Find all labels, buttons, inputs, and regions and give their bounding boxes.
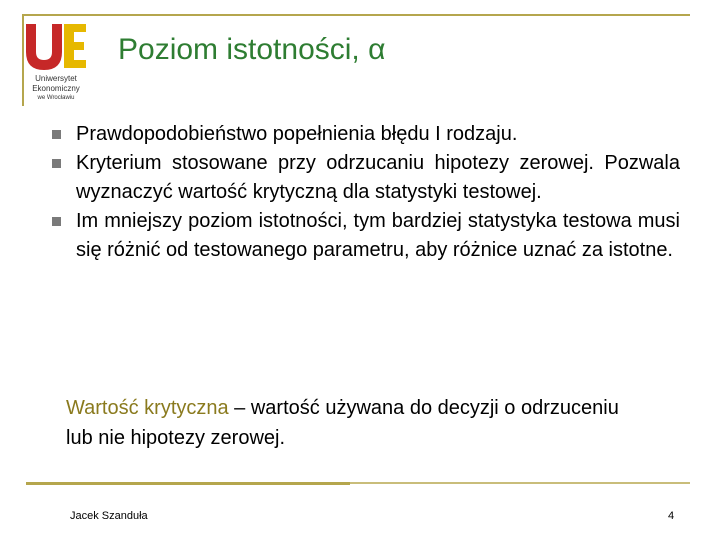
square-bullet-icon (52, 159, 61, 168)
definition-note (66, 393, 626, 453)
logo-line-3: we Wrocławiu (37, 95, 75, 101)
page-number: 4 (668, 510, 675, 522)
bullet-item-2 (48, 149, 680, 207)
definition-text: – wartość używana do decyzji o odrzuceniu lub nie hipotezy zerowej. (66, 397, 619, 449)
bullet-text-2: Kryterium stosowane przy odrzucaniu hipotezy zerowej. Pozwala wyznaczyć wartość krytyczną dla statystyki testowej. (76, 152, 680, 203)
bullet-item-3 (48, 207, 680, 265)
bottom-rule-accent (26, 482, 350, 485)
university-logo (20, 18, 92, 106)
square-bullet-icon (52, 130, 61, 139)
definition-term: Wartość krytyczna (66, 397, 229, 419)
bullet-text-1: Prawdopodobieństwo popełnienia błędu I rodzaju. (76, 123, 518, 145)
bullet-list (48, 120, 680, 265)
slide-title: Poziom istotności, α (118, 33, 386, 66)
logo-caption (20, 74, 92, 102)
ue-logo-icon (20, 18, 92, 74)
logo-line-2: Ekonomiczny (32, 84, 80, 93)
top-rule (22, 14, 690, 16)
bullet-text-3: Im mniejszy poziom istotności, tym bardziej statystyka testowa musi się różnić od testowanego parametru, aby różnice uznać za istotne. (76, 210, 680, 261)
bullet-item-1 (48, 120, 680, 149)
square-bullet-icon (52, 217, 61, 226)
logo-line-1: Uniwersytet (35, 74, 77, 83)
footer-author: Jacek Szanduła (70, 510, 148, 522)
